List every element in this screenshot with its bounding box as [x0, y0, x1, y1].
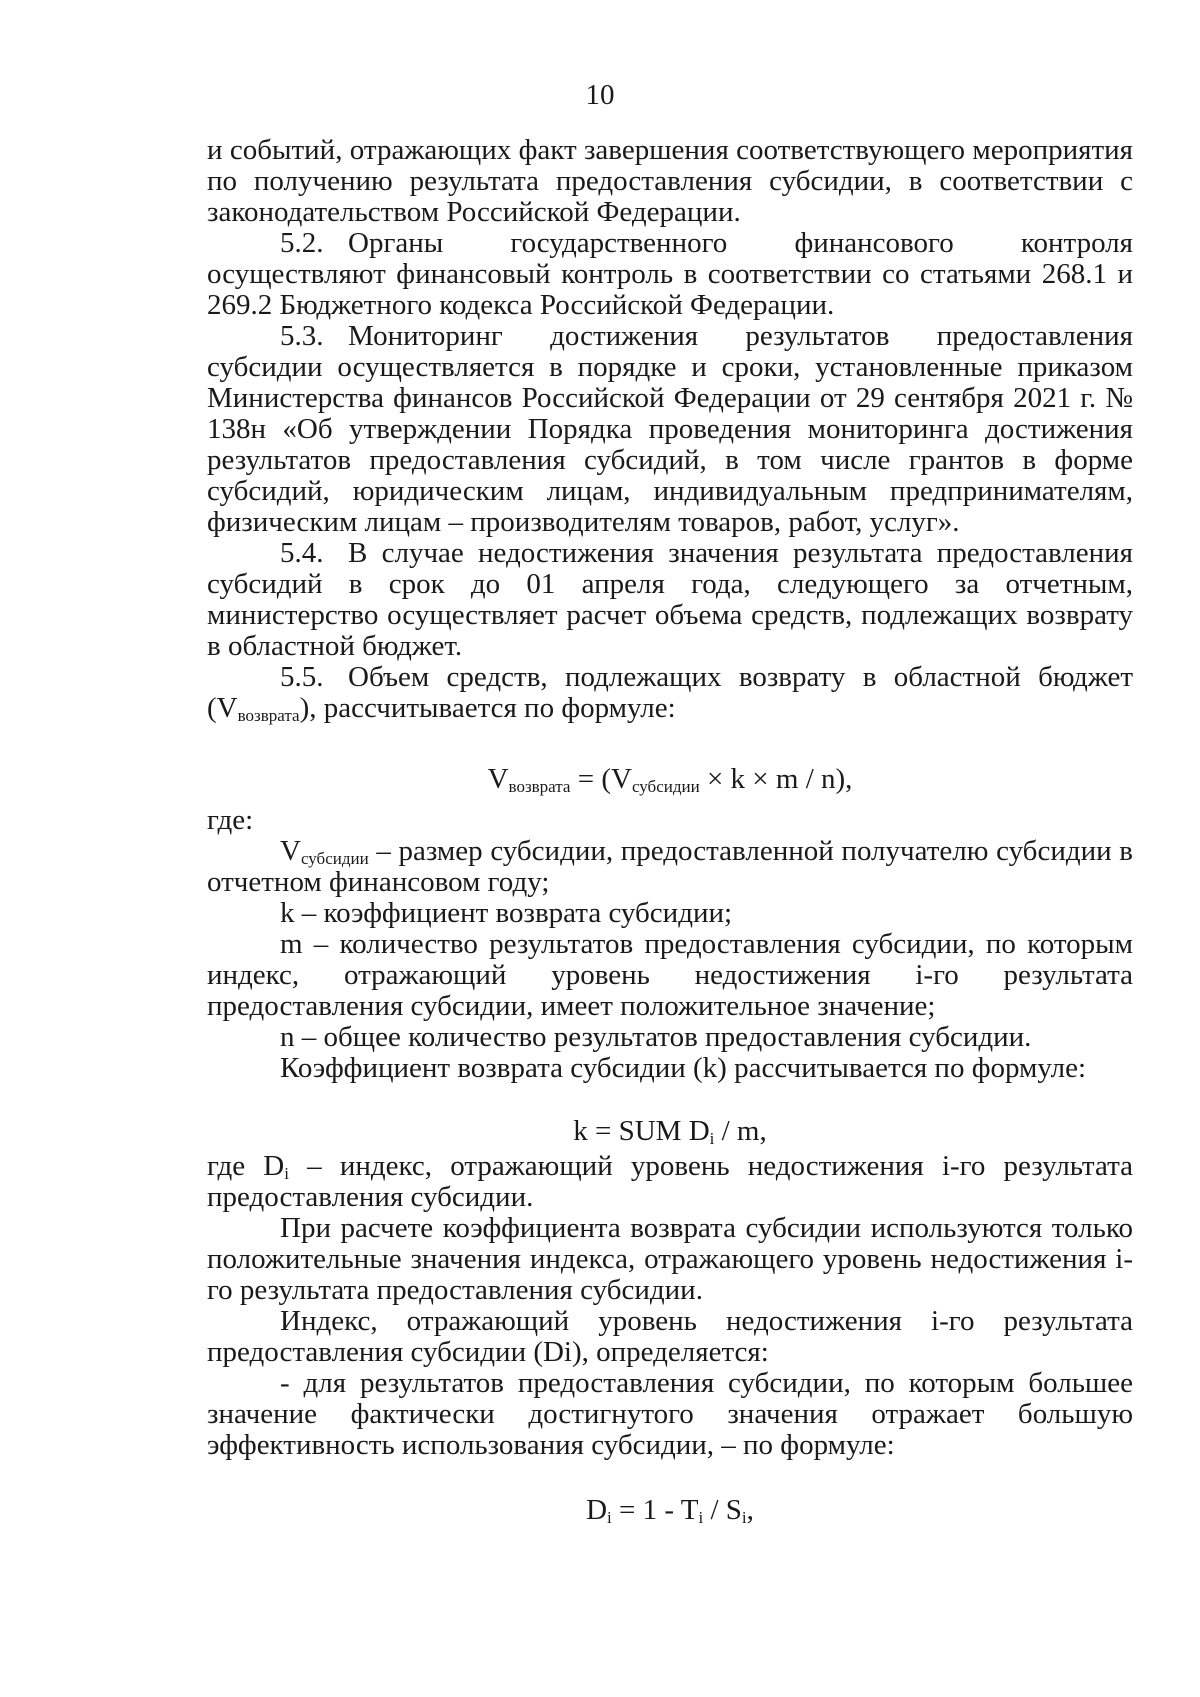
formula-part: = (V — [570, 763, 632, 795]
formula-part: , — [746, 1494, 754, 1526]
subscript: субсидии — [300, 849, 369, 868]
formula-part: / m, — [714, 1115, 767, 1147]
subscript: субсидии — [631, 777, 700, 796]
clause-text: В случае недостижения значения результата предоставления субсидий в срок до 01 апреля года, следующего за отчетным, министерство осуществляет расчет объема средств, подлежащих возврату в областной бюджет. — [207, 537, 1133, 662]
clause-text: Мониторинг достижения результатов предоставления субсидии осуществляется в порядке и сроки, установленные приказом Министерства финансов Российской Федерации от 29 сентября 2021 г. № 138н «Об утверждении Порядка проведения мониторинга достижения результатов предоставления субсидий, в том числе грантов в форме субсидий, юридическим лицам, индивидуальным предпринимателям, физическим лицам – производителям товаров, работ, услуг». — [207, 320, 1133, 538]
formula-return-coefficient — [207, 1116, 1133, 1147]
definition-k: k – коэффициент возврата субсидии; — [280, 897, 733, 929]
clause-text-tail: ), рассчитывается по формуле: — [299, 692, 676, 724]
subscript: i — [709, 1129, 715, 1148]
clause-text: Органы государственного финансового контроля осуществляют финансовый контроль в соответствии со статьями 268.1 и 269.2 Бюджетного кодекса Российской Федерации. — [207, 227, 1133, 321]
definition-v-subsidy — [207, 836, 1133, 898]
subscript: i — [741, 1508, 747, 1527]
clause-number: 5.4. — [280, 537, 324, 569]
formula-symbol: V — [487, 763, 509, 795]
paragraph-k-intro: Коэффициент возврата субсидии (k) рассчитывается по формуле: — [280, 1052, 1087, 1084]
subscript: возврата — [508, 777, 571, 796]
definition-n: n – общее количество результатов предоставления субсидии. — [280, 1021, 1032, 1053]
clause-number: 5.2. — [280, 227, 324, 259]
formula-index — [207, 1495, 1133, 1526]
subscript: возврата — [237, 706, 300, 725]
formula-part: × k × m / n), — [699, 763, 853, 795]
definition-text: где D — [207, 1150, 285, 1182]
definition-text: – индекс, отражающий уровень недостижения i-го результата предоставления субсидии. — [207, 1150, 1133, 1213]
formula-part: / S — [703, 1494, 742, 1526]
clause-number: 5.3. — [280, 320, 324, 352]
page-number: 10 — [585, 79, 615, 111]
paragraph-5-5 — [207, 662, 1133, 724]
subscript: i — [607, 1508, 612, 1527]
subscript: i — [284, 1164, 289, 1183]
formula-return-volume — [207, 764, 1133, 795]
paragraph-intro-continuation: и событий, отражающих факт завершения соответствующего мероприятия по получению результата предоставления субсидии, в соответствии с законодательством Российской Федерации. — [207, 134, 1133, 228]
formula-symbol: V — [280, 835, 301, 867]
paragraph-dash-item: - для результатов предоставления субсидии, по которым большее значение фактически достигнутого значения отражает большую эффективность использования субсидии, – по формуле: — [207, 1367, 1133, 1461]
definition-text: – размер субсидии, предоставленной получателю субсидии в отчетном финансовом году; — [207, 835, 1133, 898]
document-body — [207, 135, 1133, 1526]
clause-number: 5.5. — [280, 661, 324, 693]
paragraph-5-4 — [207, 538, 1133, 662]
clause-text: Объем средств, подлежащих возврату в областной бюджет (V — [207, 661, 1133, 724]
subscript: i — [698, 1508, 704, 1527]
where-label: где: — [207, 804, 254, 836]
formula-part: = 1 - T — [611, 1494, 699, 1526]
formula-symbol: D — [586, 1494, 608, 1526]
definition-di — [207, 1151, 1133, 1213]
paragraph-index-definition: Индекс, отражающий уровень недостижения i-го результата предоставления субсидии (Di), определяется: — [207, 1305, 1133, 1368]
paragraph-5-2 — [207, 228, 1133, 321]
paragraph-positive-values: При расчете коэффициента возврата субсидии используются только положительные значения индекса, отражающего уровень недостижения i-го результата предоставления субсидии. — [207, 1212, 1133, 1306]
paragraph-5-3 — [207, 321, 1133, 538]
definition-m: m – количество результатов предоставления субсидии, по которым индекс, отражающий уровень недостижения i-го результата предоставления субсидии, имеет положительное значение; — [207, 928, 1133, 1022]
formula-part: k = SUM D — [573, 1115, 710, 1147]
